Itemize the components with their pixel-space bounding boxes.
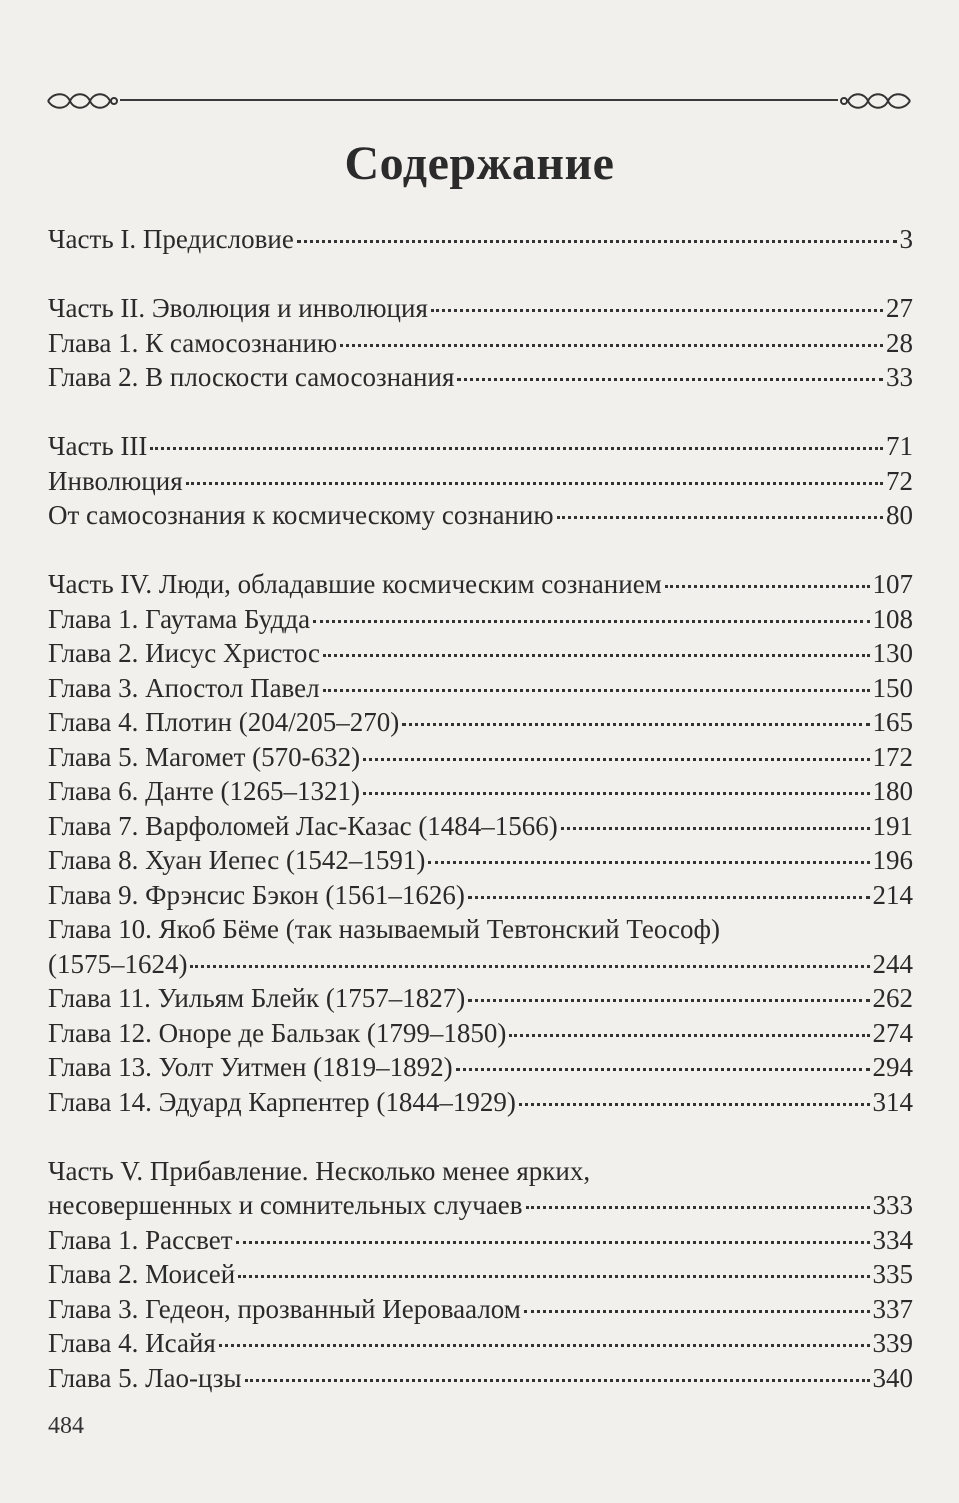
dot-leader	[557, 516, 884, 519]
toc-entry	[48, 291, 913, 326]
dot-leader	[323, 689, 870, 692]
toc-entry-page: 214	[872, 879, 913, 910]
toc-entry	[48, 740, 913, 775]
toc-entry	[48, 947, 913, 982]
flourish-right-icon	[840, 86, 914, 116]
toc-entry	[48, 636, 913, 671]
dot-leader	[363, 758, 869, 761]
dot-leader	[468, 999, 869, 1002]
dot-leader	[402, 723, 869, 726]
toc-entry-title: Глава 5. Магомет (570-632)	[48, 741, 361, 772]
toc-entry-page: 244	[872, 948, 913, 979]
toc-entry-page: 71	[886, 431, 913, 461]
toc-entry-line1	[48, 1154, 913, 1189]
toc-entry-title: Глава 2. В плоскости самосознания	[48, 362, 455, 392]
toc-entry-page: 333	[872, 1190, 913, 1220]
dot-leader	[190, 965, 869, 968]
toc-entry-title: (1575–1624)	[48, 948, 188, 979]
dot-leader	[468, 896, 870, 899]
dot-leader	[186, 482, 883, 485]
toc-entry	[48, 360, 913, 395]
toc-entry-title: Глава 3. Апостол Павел	[48, 672, 320, 703]
flourish-left-icon	[44, 86, 118, 116]
toc-entry-page: 191	[872, 810, 913, 841]
toc-entry	[48, 843, 913, 878]
toc-entry	[48, 1085, 913, 1120]
toc-entry-page: 130	[872, 638, 913, 668]
dot-leader	[519, 1103, 870, 1106]
toc-entry	[48, 1016, 913, 1051]
toc-entry-page: 150	[872, 672, 913, 703]
toc-entry-page: 80	[886, 500, 913, 530]
toc-entry	[48, 705, 913, 740]
toc-entry-page: 314	[872, 1086, 913, 1117]
toc-entry-title-line1: Часть V. Прибавление. Несколько менее ярких,	[48, 1155, 591, 1186]
toc-entry	[48, 981, 913, 1016]
toc-entry-page: 337	[872, 1293, 913, 1324]
toc-entry-title: Часть I. Предисловие	[48, 224, 294, 254]
page-number: 484	[48, 1413, 84, 1439]
toc-entry	[48, 1223, 913, 1258]
toc-entry-page: 72	[886, 465, 913, 496]
dot-leader	[526, 1206, 870, 1209]
header-ornament-rule	[44, 86, 914, 116]
dot-leader	[431, 309, 883, 312]
toc-entry-title: Глава 4. Плотин (204/205–270)	[48, 707, 400, 737]
toc-entry-page: 33	[886, 362, 913, 392]
toc-entry-title: Глава 8. Хуан Иепес (1542–1591)	[48, 845, 426, 875]
toc-entry-page: 196	[872, 845, 913, 875]
section-gap	[48, 395, 913, 430]
dot-leader	[340, 344, 883, 347]
toc-entry-title: Глава 7. Варфоломей Лас-Казас (1484–1566)	[48, 810, 558, 841]
dot-leader	[245, 1379, 870, 1382]
toc-entry-title: Глава 1. Гаутама Будда	[48, 603, 311, 634]
toc-entry-title: Глава 6. Данте (1265–1321)	[48, 776, 361, 806]
toc-entry-title: Глава 3. Гедеон, прозванный Иероваалом	[48, 1293, 521, 1324]
toc-entry	[48, 567, 913, 602]
toc-entry	[48, 878, 913, 913]
toc-entry	[48, 774, 913, 809]
toc-entry	[48, 1326, 913, 1361]
toc-entry-page: 165	[872, 707, 913, 737]
toc-entry-page: 180	[872, 776, 913, 806]
toc-entry-title: Глава 2. Моисей	[48, 1259, 236, 1289]
toc-entry-page: 339	[872, 1328, 913, 1358]
toc-entry-title: Глава 13. Уолт Уитмен (1819–1892)	[48, 1052, 453, 1082]
toc-entry-page: 27	[886, 293, 913, 323]
toc-entry-title: Часть III	[48, 431, 148, 461]
toc-entry-title: Глава 4. Исайя	[48, 1328, 216, 1358]
toc-entry	[48, 671, 913, 706]
dot-leader	[509, 1034, 869, 1037]
toc-entry-title: Глава 14. Эдуард Карпентер (1844–1929)	[48, 1086, 516, 1117]
toc-entry-page: 172	[872, 741, 913, 772]
dot-leader	[363, 792, 869, 795]
dot-leader	[524, 1310, 870, 1313]
toc-entry-title: Глава 1. Рассвет	[48, 1224, 233, 1255]
toc-entry	[48, 1361, 913, 1396]
dot-leader	[238, 1275, 869, 1278]
toc-entry-page: 294	[872, 1052, 913, 1082]
page-title: Содержание	[344, 137, 615, 190]
toc-entry-title: Глава 9. Фрэнсис Бэкон (1561–1626)	[48, 879, 465, 910]
toc-entry-title: Глава 11. Уильям Блейк (1757–1827)	[48, 983, 466, 1013]
dot-leader	[150, 447, 883, 450]
toc-entry-title: Часть IV. Люди, обладавшие космическим сознанием	[48, 569, 662, 599]
dot-leader	[428, 861, 869, 864]
header-line	[120, 99, 838, 101]
toc-entry	[48, 1292, 913, 1327]
toc-entry	[48, 1257, 913, 1292]
toc-entry-title: Глава 5. Лао-цзы	[48, 1362, 242, 1393]
toc-entry	[48, 602, 913, 637]
toc-entry	[48, 429, 913, 464]
toc-entry	[48, 498, 913, 533]
dot-leader	[456, 1068, 870, 1071]
toc-entry	[48, 464, 913, 499]
toc-entry-title-line1: Глава 10. Якоб Бёме (так называемый Тевтонский Теософ)	[48, 914, 720, 944]
dot-leader	[297, 240, 897, 243]
toc-entry-title: Глава 2. Иисус Христос	[48, 638, 321, 668]
toc-entry-page: 28	[886, 327, 913, 358]
toc-entry	[48, 809, 913, 844]
dot-leader	[323, 654, 869, 657]
table-of-contents	[48, 222, 913, 1395]
toc-entry-page: 335	[872, 1259, 913, 1289]
toc-entry	[48, 222, 913, 257]
dot-leader	[313, 620, 869, 623]
dot-leader	[236, 1241, 870, 1244]
dot-leader	[561, 827, 870, 830]
toc-entry	[48, 1050, 913, 1085]
toc-entry-title: несовершенных и сомнительных случаев	[48, 1190, 523, 1220]
toc-entry-page: 262	[872, 983, 913, 1013]
section-gap	[48, 257, 913, 292]
toc-entry-page: 3	[899, 224, 913, 254]
dot-leader	[665, 585, 870, 588]
toc-entry	[48, 1188, 913, 1223]
toc-entry-page: 274	[872, 1017, 913, 1048]
dot-leader	[219, 1344, 870, 1347]
toc-entry-title: Глава 12. Оноре де Бальзак (1799–1850)	[48, 1017, 507, 1048]
toc-entry-title: Глава 1. К самосознанию	[48, 327, 338, 358]
toc-entry-page: 340	[872, 1362, 913, 1393]
toc-entry-page: 108	[872, 603, 913, 634]
toc-entry-page: 334	[872, 1224, 913, 1255]
toc-entry-page: 107	[872, 569, 913, 599]
section-gap	[48, 1119, 913, 1154]
toc-entry-line1	[48, 912, 913, 947]
toc-entry-title: Часть II. Эволюция и инволюция	[48, 293, 428, 323]
toc-entry-title: От самосознания к космическому сознанию	[48, 500, 554, 530]
toc-entry	[48, 326, 913, 361]
section-gap	[48, 533, 913, 568]
dot-leader	[457, 378, 883, 381]
toc-entry-title: Инволюция	[48, 465, 183, 496]
